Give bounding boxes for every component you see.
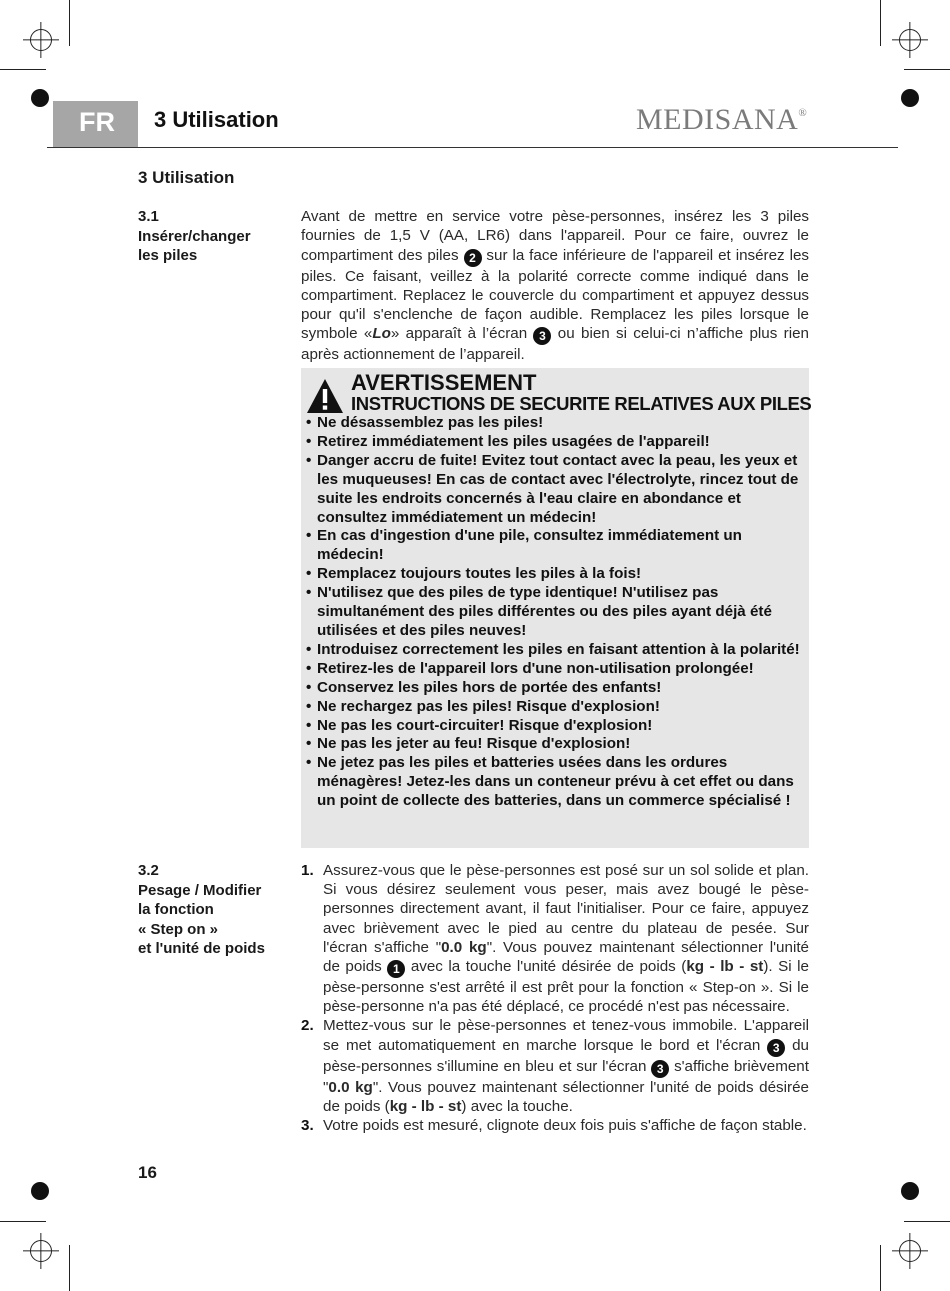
warning-item: • Remplacez toujours toutes les piles à la fois! bbox=[306, 565, 812, 584]
units: kg - lb - st bbox=[686, 958, 764, 976]
step-number: 3. bbox=[301, 1117, 314, 1135]
registration-mark-top-left bbox=[30, 29, 52, 51]
warning-item: • Ne pas les jeter au feu! Risque d'explosion! bbox=[306, 735, 812, 754]
step-1 bbox=[301, 861, 809, 1016]
paragraph-text: Avant de mettre en service votre pèse-personnes, insérez les 3 piles fournies de 1,5 V (AA, LR6) dans l'appareil. Pour ce faire, ouvrez le compartiment des piles bbox=[301, 208, 809, 264]
register-dot-bottom-left bbox=[31, 1182, 49, 1200]
step-number: 2. bbox=[301, 1017, 314, 1035]
callout-2-icon: 2 bbox=[464, 249, 482, 267]
header-rule bbox=[47, 147, 898, 148]
registered-mark: ® bbox=[798, 107, 808, 119]
heading-line: 3.1 bbox=[138, 208, 159, 225]
step-text: avec la touche l'unité désirée de poids ( bbox=[405, 958, 687, 976]
register-dot-top-left bbox=[31, 89, 49, 107]
registration-mark-bottom-left bbox=[30, 1240, 52, 1262]
warning-triangle-icon bbox=[306, 378, 344, 414]
warning-item: • En cas d'ingestion d'une pile, consultez immédiatement un médecin! bbox=[306, 527, 812, 565]
step-3 bbox=[301, 1116, 809, 1135]
units: kg - lb - st bbox=[389, 1097, 462, 1115]
paragraph-text: sur la face inférieure de l'appareil et insérez les piles. Ce faisant, veillez à la polarité correcte comme indiqué dans le compartiment. Replacez le couvercle du compartiment et appuyez dessus pour qu'il s'enclenche de façon audible. Remplacez les piles lorsque le symbole « bbox=[301, 246, 809, 343]
registration-mark-top-right bbox=[899, 29, 921, 51]
register-dot-bottom-right bbox=[901, 1182, 919, 1200]
brand-logo-text: MEDISANA bbox=[636, 103, 799, 136]
warning-item: • N'utilisez que des piles de type identique! N'utilisez pas simultanément des piles différentes ou des piles ayant déjà été utilisées et des piles neuves! bbox=[306, 584, 812, 641]
paragraph-text: ou bien si celui-ci n’affiche plus rien après actionnement de l’appareil. bbox=[301, 325, 809, 364]
step-2 bbox=[301, 1016, 809, 1116]
step-text: s'affiche brièvement " bbox=[323, 1057, 809, 1096]
heading-line: « Step on » bbox=[138, 920, 219, 938]
warning-item: • Ne pas les court-circuiter! Risque d'explosion! bbox=[306, 717, 812, 736]
section-3-1-heading bbox=[138, 207, 293, 266]
step-text: ) avec la touche. bbox=[461, 1097, 573, 1115]
step-text: du pèse-personnes s'illumine en bleu et sur l'écran bbox=[323, 1036, 809, 1075]
step-text: Mettez-vous sur le pèse-personnes et tenez-vous immobile. L'appareil se met automatiquement en marche lorsque le bord et l'écran bbox=[323, 1017, 809, 1054]
warning-item: • Introduisez correctement les piles en faisant attention à la polarité! bbox=[306, 641, 812, 660]
callout-1-icon: 1 bbox=[387, 960, 405, 978]
lo-symbol: Lo bbox=[372, 325, 391, 343]
page-number: 16 bbox=[138, 1163, 157, 1182]
step-text: ). Si le pèse-personne s'est arrêté il est prêt pour la fonction « Step-on ». Si le pèse-personne n'a pas été déplacé, ce procédé n'est pas nécessaire. bbox=[323, 958, 810, 1016]
warning-item: • Ne désassemblez pas les piles! bbox=[306, 414, 812, 433]
callout-3-icon: 3 bbox=[533, 327, 551, 345]
warning-box bbox=[301, 368, 812, 848]
section-3-2-heading bbox=[138, 861, 293, 959]
registration-mark-bottom-right bbox=[899, 1240, 921, 1262]
register-dot-top-right bbox=[901, 89, 919, 107]
callout-3-icon: 3 bbox=[651, 1060, 669, 1078]
display-value: 0.0 kg bbox=[328, 1078, 373, 1096]
heading-line: 3.2 bbox=[138, 862, 159, 879]
heading-line: Pesage / Modifier bbox=[138, 881, 262, 899]
steps-list bbox=[301, 861, 809, 1135]
warning-list bbox=[306, 414, 812, 811]
callout-3-icon: 3 bbox=[767, 1039, 785, 1057]
display-value: 0.0 kg bbox=[441, 938, 487, 956]
warning-subtitle: INSTRUCTIONS DE SECURITE RELATIVES AUX PILES bbox=[351, 393, 812, 414]
warning-item: • Danger accru de fuite! Evitez tout contact avec la peau, les yeux et les muqueuses! En cas de contact avec l'électrolyte, rincez tout de suite les endroits concernés à l'eau claire en abondance et consultez immédiatement un médecin! bbox=[306, 452, 812, 528]
section-3-1-paragraph bbox=[301, 207, 809, 365]
warning-item: • Retirez immédiatement les piles usagées de l'appareil! bbox=[306, 433, 812, 452]
brand-logo bbox=[636, 103, 807, 137]
language-tab: FR bbox=[53, 101, 138, 147]
heading-line: Insérer/changer bbox=[138, 227, 251, 245]
step-text: Votre poids est mesuré, clignote deux fois puis s'affiche de façon stable. bbox=[323, 1117, 807, 1135]
warning-item: • Ne jetez pas les piles et batteries usées dans les ordures ménagères! Jetez-les dans un conteneur prévu à cet effet ou dans un point de collecte des batteries, dans un commerce spécialisé ! bbox=[306, 754, 812, 811]
warning-title: AVERTISSEMENT bbox=[351, 370, 537, 395]
heading-line: les piles bbox=[138, 247, 198, 264]
step-text: ". Vous pouvez maintenant sélectionner l'unité de poids désirée de poids ( bbox=[323, 1078, 809, 1115]
step-text: ". Vous pouvez maintenant sélectionner l'unité de poids bbox=[323, 938, 809, 976]
chapter-title: 3 Utilisation bbox=[154, 107, 279, 132]
warning-item: • Conservez les piles hors de portée des enfants! bbox=[306, 679, 812, 698]
step-number: 1. bbox=[301, 862, 314, 879]
paragraph-text: » apparaît à l’écran bbox=[390, 325, 534, 343]
section-title: 3 Utilisation bbox=[138, 168, 235, 187]
heading-line: et l'unité de poids bbox=[138, 940, 265, 957]
heading-line: la fonction bbox=[138, 901, 214, 918]
warning-item: • Retirez-les de l'appareil lors d'une non-utilisation prolongée! bbox=[306, 660, 812, 679]
step-text: Assurez-vous que le pèse-personnes est posé sur un sol solide et plan. Si vous désirez seulement vous peser, mais avez bougé le pèse-personnes directement avant, il faut l'initialiser. Pour ce faire, appuyez avec brièvement avec le pied au centre du plateau de pesée. Sur l'écran s'affiche " bbox=[323, 862, 809, 956]
warning-item: • Ne rechargez pas les piles! Risque d'explosion! bbox=[306, 698, 812, 717]
